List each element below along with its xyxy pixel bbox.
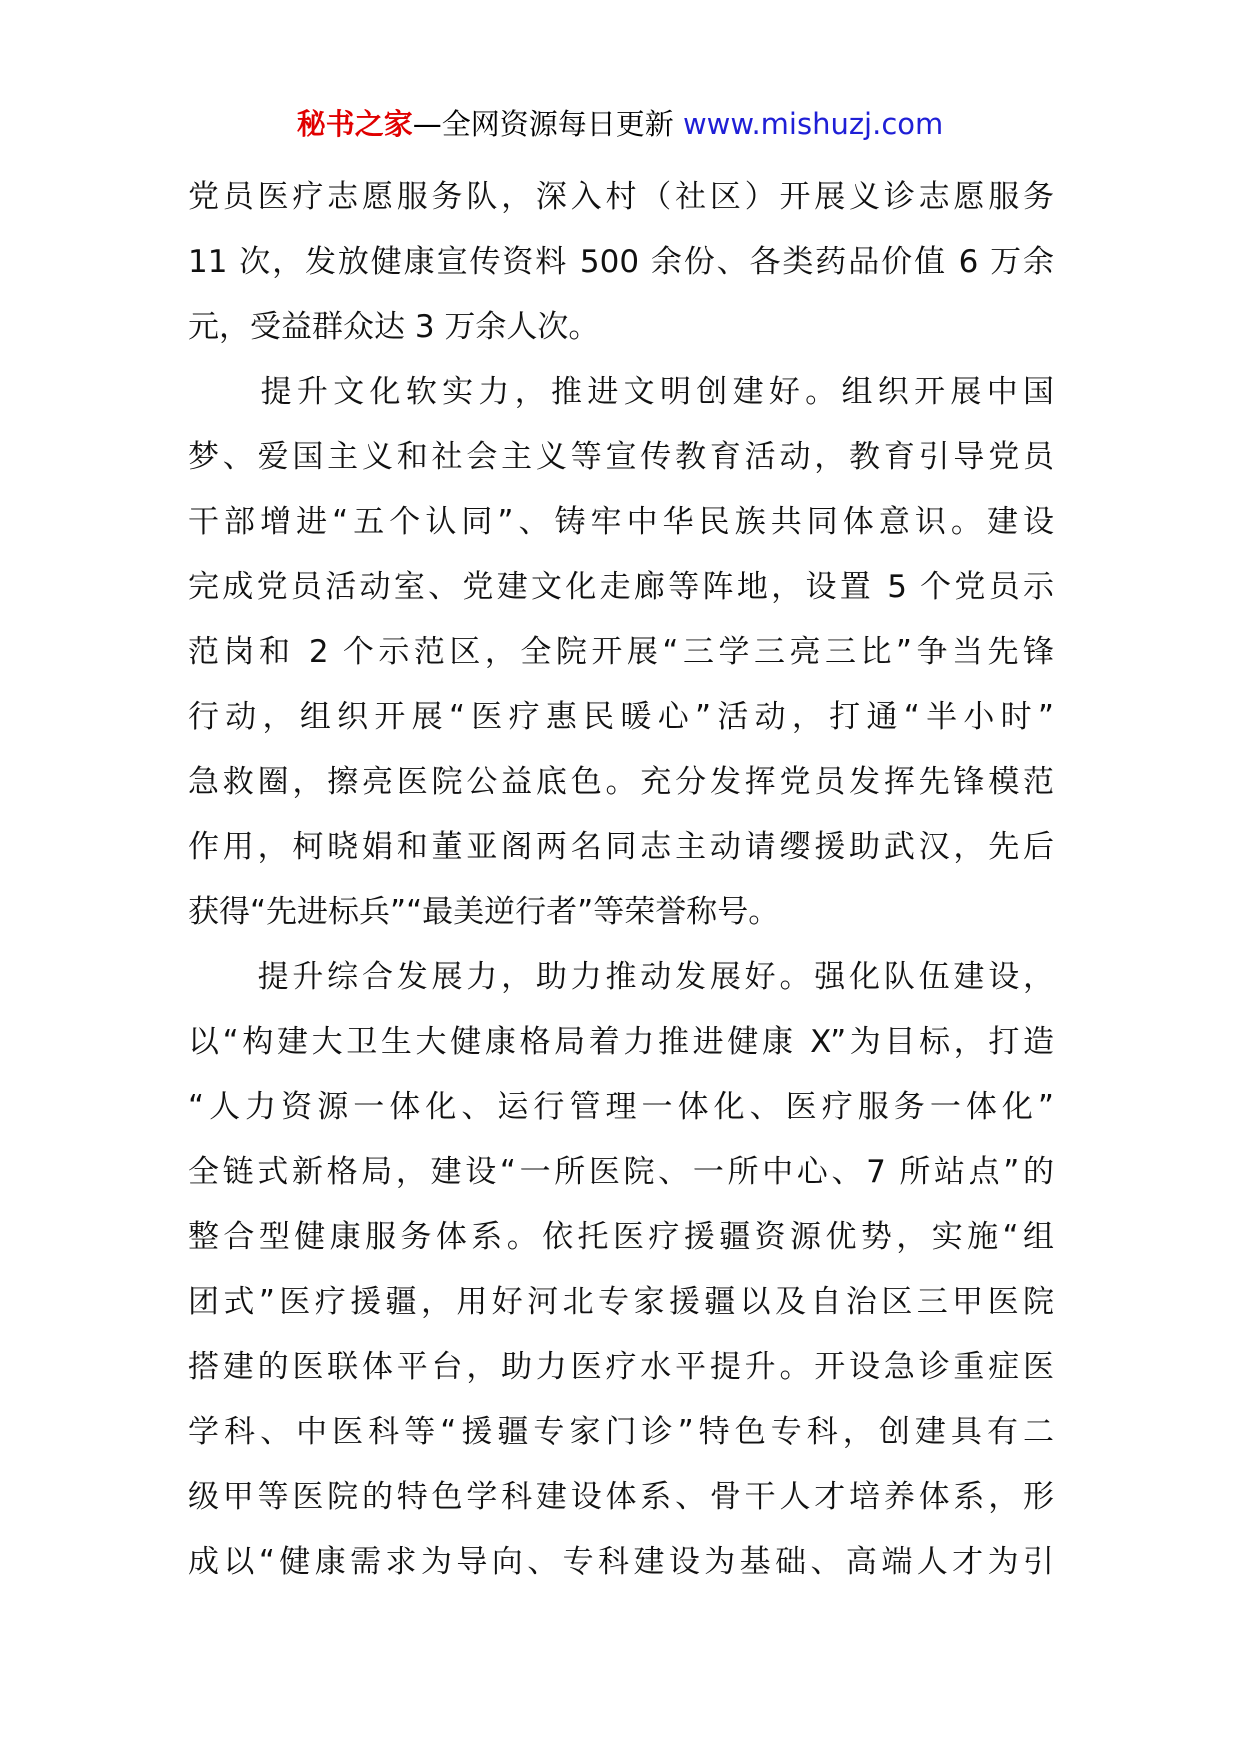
text-line: 学科、中医科等“援疆专家门诊”特色专科，创建具有二	[188, 1414, 1054, 1450]
text-line: 整合型健康服务体系。依托医疗援疆资源优势，实施“组	[188, 1219, 1054, 1255]
text-line: 范岗和 2 个示范区，全院开展“三学三亮三比”争当先锋	[188, 634, 1054, 670]
text-line: 以“构建大卫生大健康格局着力推进健康 X”为目标，打造	[188, 1024, 1054, 1060]
text-line: 级甲等医院的特色学科建设体系、骨干人才培养体系，形	[188, 1479, 1054, 1515]
text-line: 元，受益群众达 3 万余人次。	[188, 309, 600, 345]
text-line: 梦、爱国主义和社会主义等宣传教育活动，教育引导党员	[188, 439, 1054, 475]
text-line: 成以“健康需求为导向、专科建设为基础、高端人才为引	[188, 1544, 1054, 1580]
text-line: 党员医疗志愿服务队，深入村（社区）开展义诊志愿服务	[188, 179, 1054, 215]
text-line: 急救圈，擦亮医院公益底色。充分发挥党员发挥先锋模范	[188, 764, 1054, 800]
text-line: 搭建的医联体平台，助力医疗水平提升。开设急诊重症医	[188, 1349, 1054, 1385]
site-url-link[interactable]: www.mishuzj.com	[682, 107, 944, 141]
text-line: 完成党员活动室、党建文化走廊等阵地，设置 5 个党员示	[188, 569, 1054, 605]
text-line: “人力资源一体化、运行管理一体化、医疗服务一体化”	[188, 1089, 1054, 1125]
paragraph	[188, 945, 1054, 1595]
text-line: 干部增进“五个认同”、铸牢中华民族共同体意识。建设	[188, 504, 1054, 540]
paragraph	[188, 165, 1054, 360]
text-line: 提升文化软实力，推进文明创建好。组织开展中国	[188, 374, 1054, 410]
text-line: 提升综合发展力，助力推动发展好。强化队伍建设，	[188, 959, 1054, 995]
site-brand: 秘书之家	[296, 107, 413, 141]
text-line: 全链式新格局，建设“一所医院、一所中心、7 所站点”的	[188, 1154, 1054, 1190]
text-line: 11 次，发放健康宣传资料 500 余份、各类药品价值 6 万余	[188, 244, 1054, 280]
document-body	[188, 165, 1054, 1595]
paragraph	[188, 360, 1054, 945]
text-line: 获得“先进标兵”“最美逆行者”等荣誉称号。	[188, 894, 780, 930]
site-tagline: —全网资源每日更新	[412, 107, 674, 141]
text-line: 团式”医疗援疆，用好河北专家援疆以及自治区三甲医院	[188, 1284, 1054, 1320]
text-line: 作用，柯晓娟和董亚阁两名同志主动请缨援助武汉，先后	[188, 829, 1054, 865]
text-line: 行动，组织开展“医疗惠民暖心”活动，打通“半小时”	[188, 699, 1054, 735]
site-header	[0, 104, 1240, 144]
